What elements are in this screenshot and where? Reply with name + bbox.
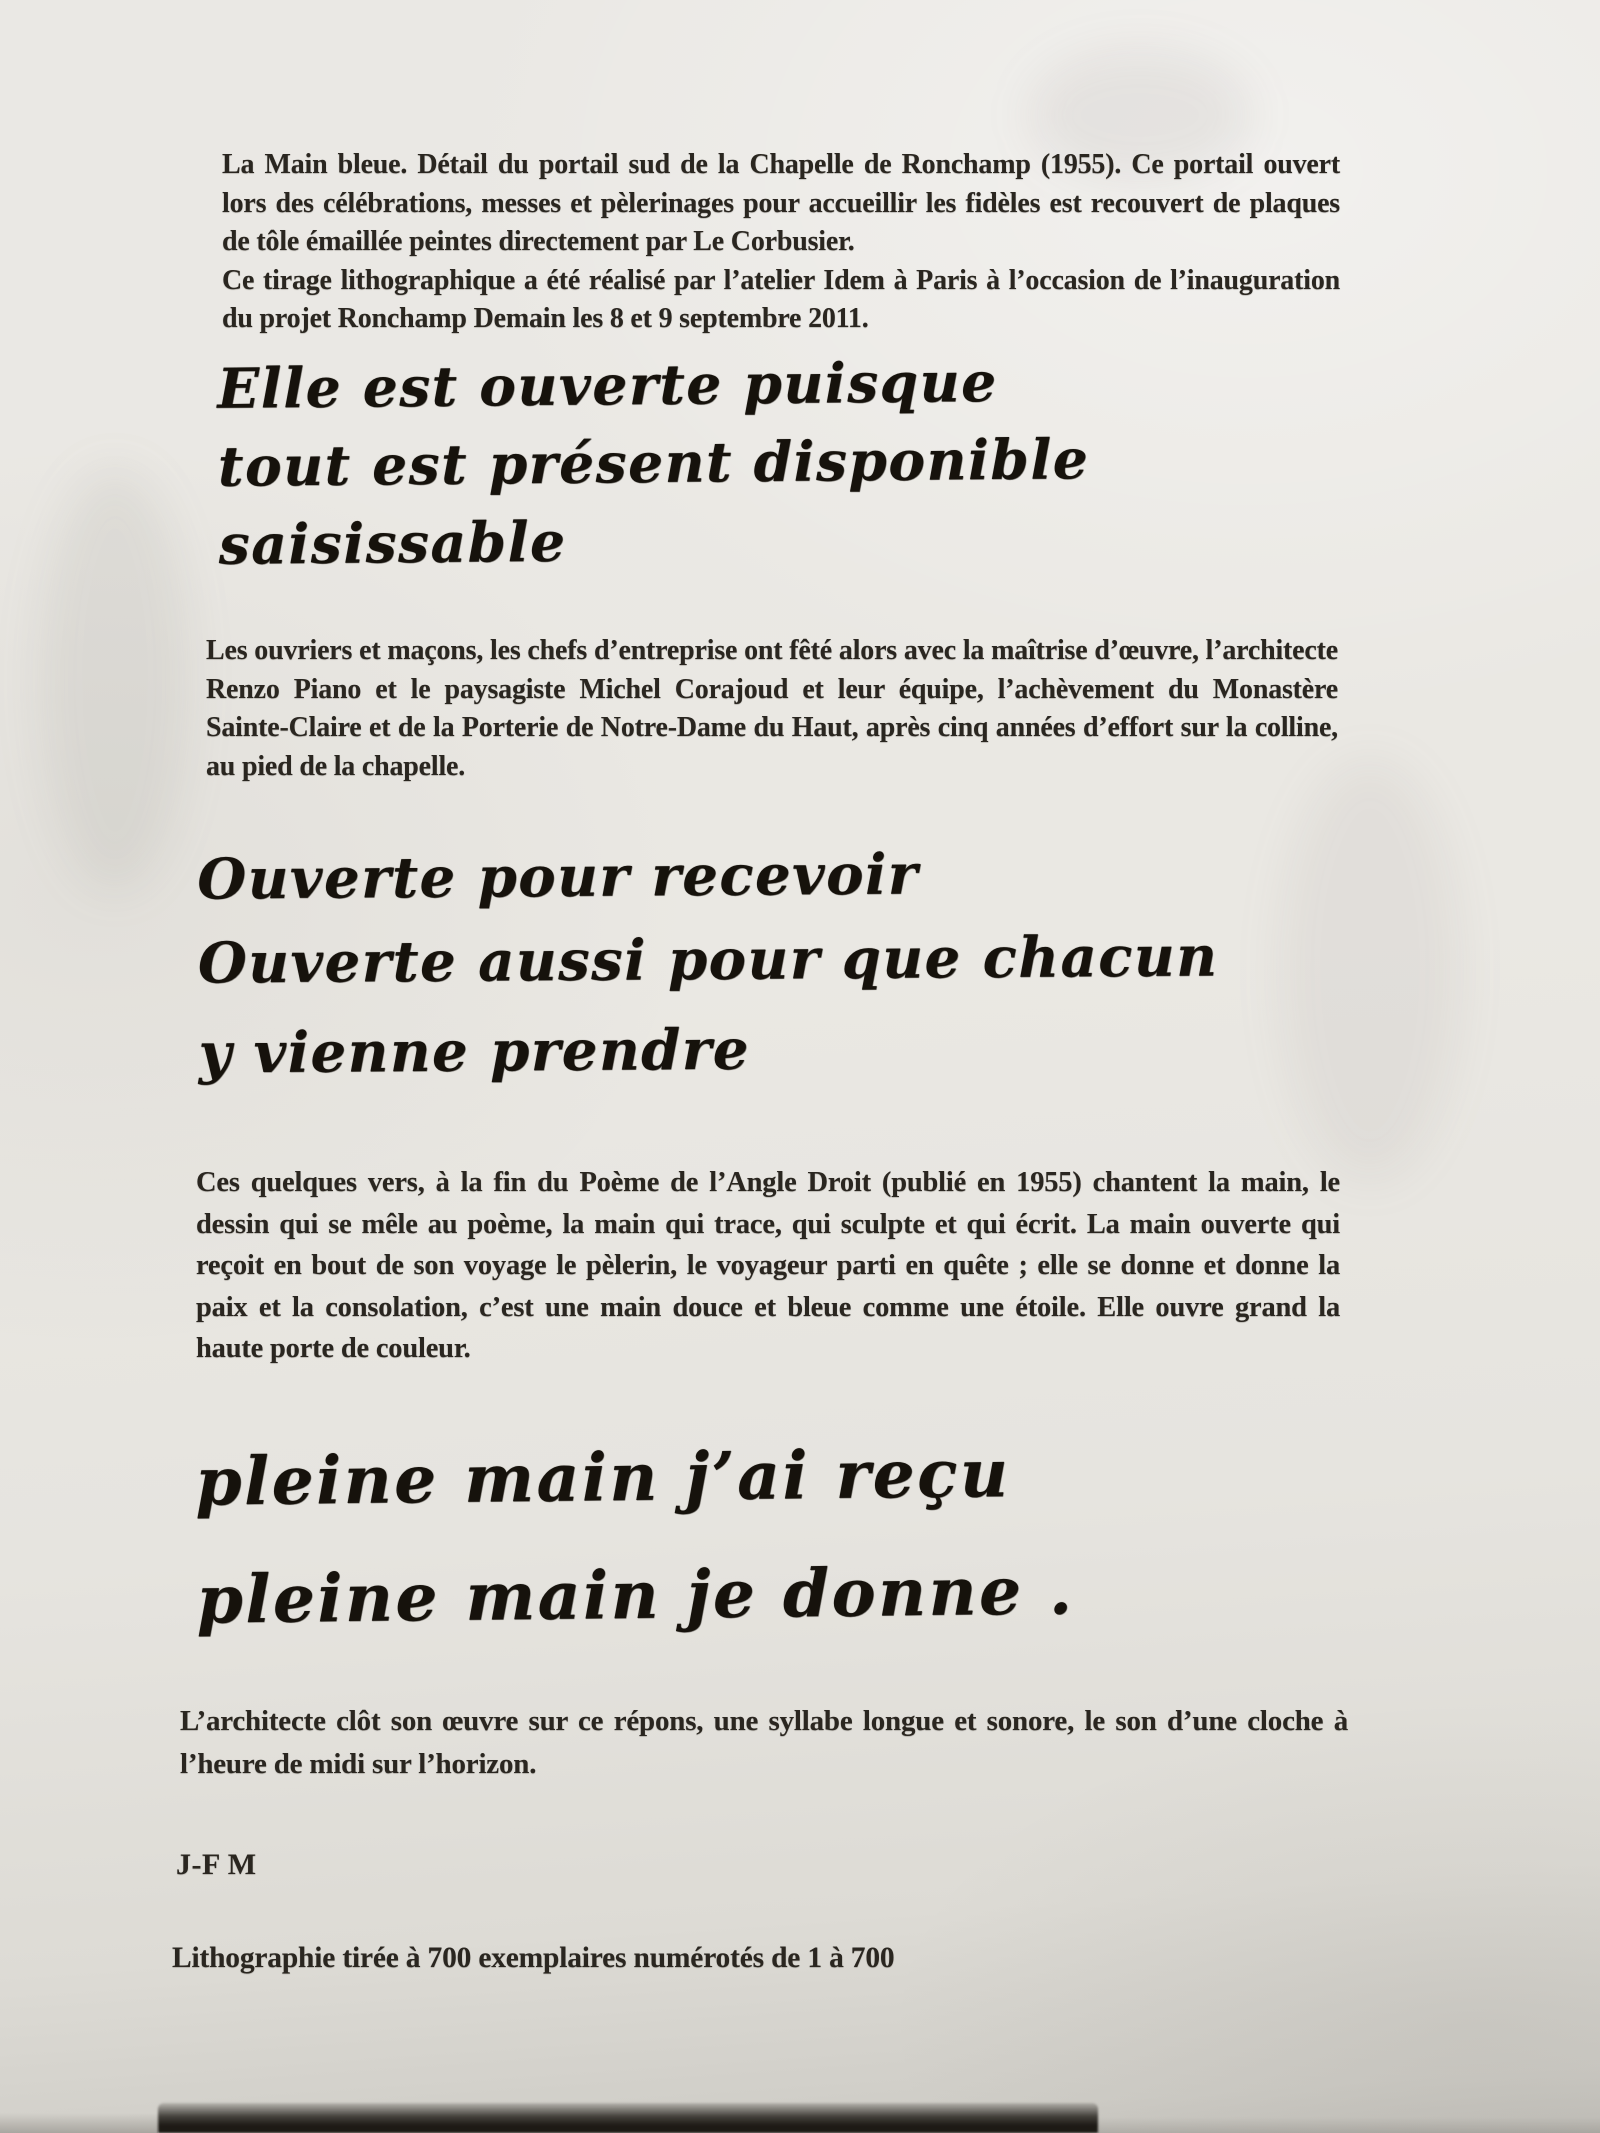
author-initials: J-F M (176, 1848, 257, 1881)
handwritten-line: pleine main j’ai reçu (194, 1434, 1011, 1521)
handwritten-verse-2 (197, 830, 1219, 1095)
handwritten-line: Ouverte pour recevoir (197, 841, 920, 913)
edition-note: Lithographie tirée à 700 exemplaires numérotés de 1 à 700 (172, 1942, 895, 1974)
handwritten-line: Ouverte aussi pour que chacun (197, 923, 1219, 997)
paper-bottom-edge-shadow (0, 2113, 158, 2133)
paragraph-poem (196, 1162, 1340, 1370)
handwritten-line: saisissable (218, 508, 567, 577)
paragraph-poem-text: Ces quelques vers, à la fin du Poème de l’Angle Droit (publié en 1955) chantent la main, le dessin qui se mêle au poème, la main qui trace, qui sculpte et qui écrit. La main ouverte qui reçoit en bout de son voyage le pèlerin, le voyageur parti en quête ; elle se donne et donne la paix et la consolation, c’est une main douce et bleue comme une étoile. Elle ouvre grand la haute porte de couleur. (196, 1167, 1340, 1364)
paragraph-workers (206, 632, 1338, 786)
paragraph-closing-text: L’architecte clôt son œuvre sur ce répons, une syllabe longue et sonore, le son d’une cloche à l’heure de midi sur l’horizon. (180, 1705, 1348, 1780)
caption-text-1: La Main bleue. Détail du portail sud de la Chapelle de Ronchamp (1955). Ce portail ouvert lors des célébrations, messes et pèlerinages pour accueillir les fidèles est recouvert de plaques de tôle émaillée peintes directement par Le Corbusier. (222, 149, 1340, 257)
caption-text-2: Ce tirage lithographique a été réalisé par l’atelier Idem à Paris à l’occasion de l’inauguration du projet Ronchamp Demain les 8 et 9 septembre 2011. (222, 264, 1340, 334)
paragraph-workers-text: Les ouvriers et maçons, les chefs d’entreprise ont fêté alors avec la maîtrise d’œuvre, l’architecte Renzo Piano et le paysagiste Michel Corajoud et leur équipe, l’achèvement du Monastère Sainte-Claire et de la Porterie de Notre-Dame du Haut, après cinq années d’effort sur la colline, au pied de la chapelle. (206, 635, 1338, 782)
handwritten-line: tout est présent disponible (217, 426, 1090, 499)
paragraph-closing (180, 1700, 1348, 1786)
handwritten-verse-1 (217, 342, 1090, 584)
show-through-mark (1280, 760, 1460, 1180)
handwritten-line: y vienne prendre (198, 1016, 751, 1087)
table-edge-shadow (158, 2103, 1098, 2133)
handwritten-verse-3 (195, 1413, 1075, 1658)
handwritten-line: pleine main je donne . (196, 1551, 1075, 1639)
show-through-mark (40, 470, 190, 890)
caption-paragraph (222, 146, 1340, 339)
handwritten-line: Elle est ouverte puisque (217, 348, 998, 421)
paper-bottom-edge-shadow (1098, 2117, 1600, 2133)
